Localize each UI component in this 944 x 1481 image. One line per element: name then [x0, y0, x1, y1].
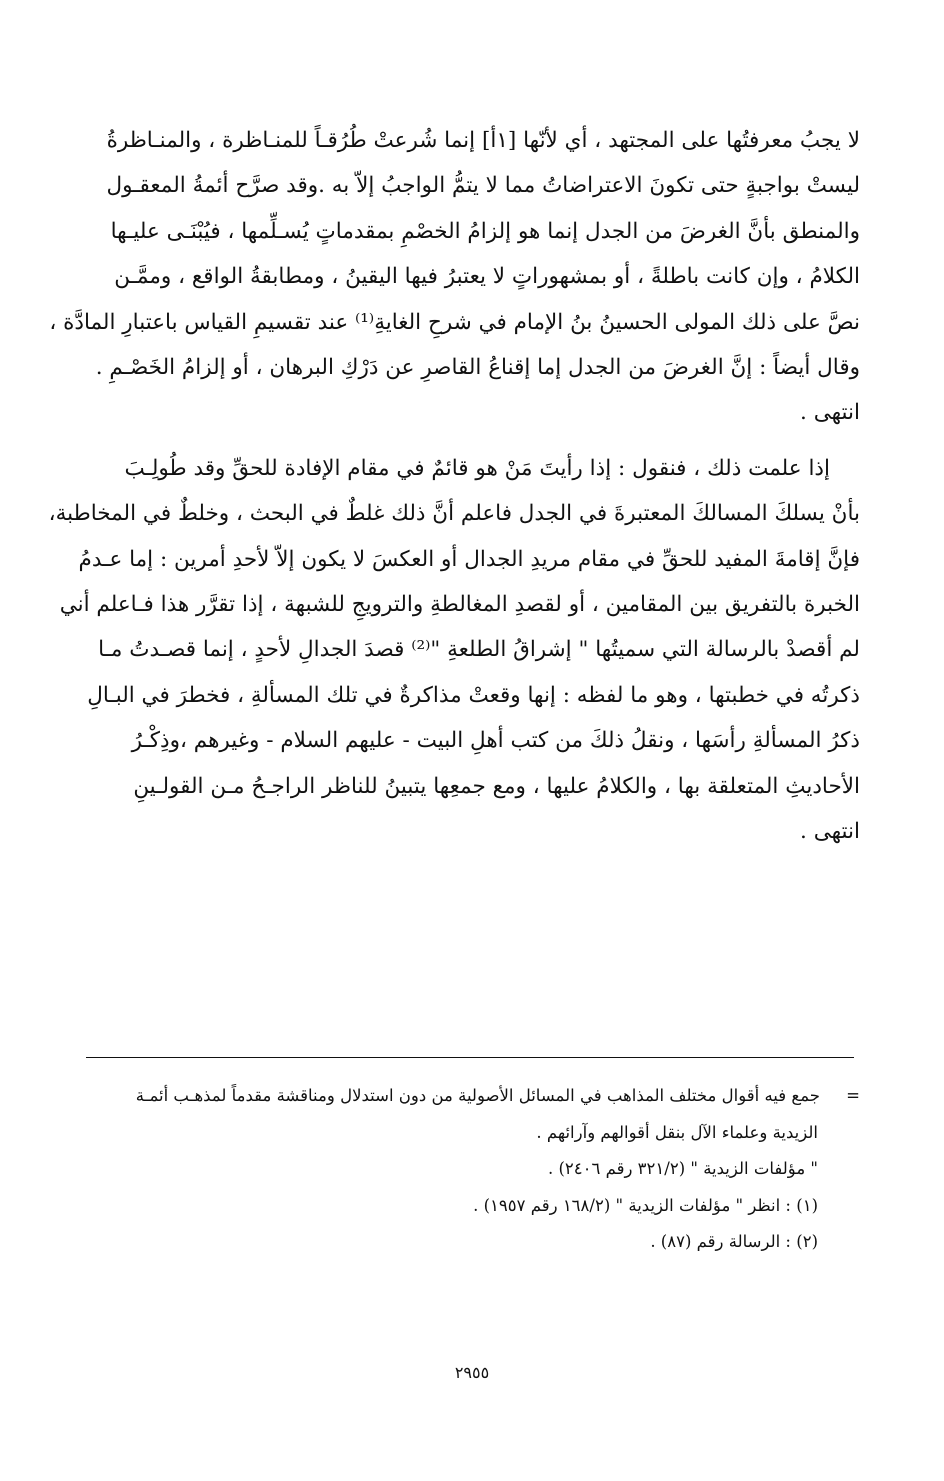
text-line: ذكرُ المسألةِ رأسَها ، ونقلُ ذلكَ من كتب أهلِ البيت - عليهم السلام - وغيرهم ،وذِكْـرُ — [131, 728, 860, 754]
main-text — [48, 118, 860, 855]
footnote-separator — [86, 1057, 854, 1058]
paragraph-2 — [48, 446, 860, 855]
footnote-1: (١) : انظر " مؤلفات الزيدية " (١٦٨/٢ رقم ١٩٥٧) . — [473, 1195, 818, 1215]
footnote-text: جمع فيه أقوال مختلف المذاهب في المسائل الأصولية من دون استدلال ومناقشة مقدماً لمذهـب أئمـة — [135, 1086, 820, 1105]
text-line: انتهى . — [800, 819, 860, 845]
footnote-reference: " مؤلفات الزيدية " (٣٢١/٢ رقم ٢٤٠٦) . — [547, 1159, 818, 1178]
text-line: إذا علمت ذلك ، فنقول : إذا رأيتَ مَنْ هو قائمٌ في مقام الإفادة للحقِّ وقد طُولِـبَ — [124, 455, 830, 481]
footnote-text: الزيدية وعلماء الآل بنقل أقوالهم وآرائهم . — [536, 1122, 818, 1142]
text-line: ليستْ بواجبةٍ حتى تكونَ الاعتراضاتُ مما لا يتمُّ الواجبُ إلاّ به .وقد صرَّح أئمةُ المعقـول — [106, 173, 860, 199]
text-line: انتهى . — [800, 400, 860, 426]
text-line: الأحاديثِ المتعلقة بها ، والكلامُ عليها ، ومع جمعِها يتبينُ للناظر الراجـحُ مـن القولـينِ — [133, 773, 860, 799]
text-line: الخبرة بالتفريق بين المقامين ، أو لقصدِ المغالطةِ والترويجِ للشبهة ، إذا تقرَّر هذا فـاعلم أني — [59, 592, 860, 618]
text-line: بأنْ يسلكَ المسالكَ المعتبرةَ في الجدل فاعلم أنَّ ذلك غلطٌ في البحث ، وخلطٌ في المخاطبة، — [48, 501, 860, 527]
footnote-continuation — [84, 1078, 860, 1115]
text-line: لا يجبُ معرفتُها على المجتهد ، أي لأنّها [١أ] إنما شُرعتْ طُرُقـاً للمنـاظرة ، والمنـاظرةُ — [106, 128, 860, 153]
text-line: فإنَّ إقامةَ المفيد للحقِّ في مقام مريدِ الجدال أو العكسَ لا يكون إلاّ لأحدِ أمرين : إما عـدمُ — [78, 546, 860, 572]
page-number: ٢٩٥٥ — [454, 1363, 490, 1382]
text-line: لم أقصدْ بالرسالة التي سميتُها " إشراقُ الطلعةِ "⁽²⁾ قصدَ الجدالِ لأحدٍ ، إنما قصـدتُ مـا — [98, 637, 860, 663]
text-line: والمنطق بأنَّ الغرضَ من الجدل إنما هو إلزامُ الخصْمِ بمقدماتٍ يُسـلِّمها ، فيُبْنَـى عليـها — [110, 218, 860, 244]
paragraph-1 — [49, 118, 860, 436]
text-line: نصَّ على ذلك المولى الحسينُ بنُ الإمام في شرحِ الغايةِ⁽¹⁾ عند تقسيمِ القياس باعتبارِ المادَّة ، — [49, 309, 860, 335]
text-line: ذكرتُه في خطبتها ، وهو ما لفظه : إنها وقعتْ مذاكرةٌ في تلك المسألةِ ، فخطرَ في البـالِ — [87, 682, 860, 708]
footnote-2: (٢) : الرسالة رقم (٨٧) . — [650, 1232, 818, 1251]
continuation-marker: = — [846, 1086, 860, 1105]
text-line: الكلامُ ، وإن كانت باطلةً ، أو بمشهوراتٍ لا يعتبرُ فيها اليقينُ ، ومطابقةُ الواقع ، وممَّـن — [114, 264, 860, 290]
text-line: وقال أيضاً : إنَّ الغرضَ من الجدل إما إقناعُ القاصرِ عن دَرْكِ البرهان ، أو إلزامُ الخَصْـمِ . — [95, 355, 860, 381]
footnotes — [84, 1078, 860, 1261]
